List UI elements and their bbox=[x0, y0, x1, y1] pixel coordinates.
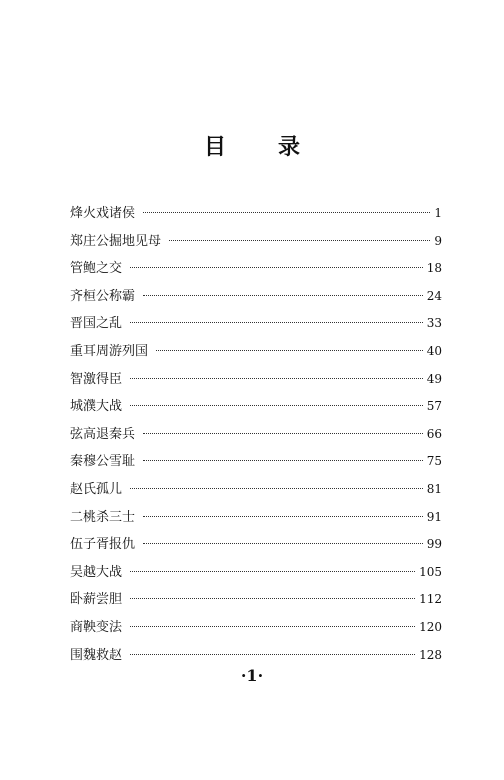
dot-leader bbox=[130, 267, 423, 268]
toc-entry-page: 24 bbox=[426, 288, 442, 303]
toc-entry-title: 城濮大战 bbox=[70, 399, 123, 415]
toc-entry-page: 57 bbox=[426, 399, 442, 414]
dot-leader bbox=[130, 598, 415, 599]
dot-leader bbox=[143, 460, 423, 461]
toc-entry-title: 弦高退秦兵 bbox=[70, 426, 136, 442]
toc-entry-page: 66 bbox=[426, 426, 442, 441]
toc-entry bbox=[70, 285, 442, 313]
dot-leader bbox=[130, 488, 423, 489]
toc-entry-page: 1 bbox=[434, 206, 442, 220]
page-title bbox=[0, 130, 504, 161]
table-of-contents bbox=[70, 202, 442, 671]
toc-entry-title: 二桃杀三士 bbox=[70, 509, 136, 525]
title-char-2: 录 bbox=[278, 135, 301, 160]
toc-entry bbox=[70, 395, 442, 423]
dot-leader bbox=[156, 350, 423, 351]
toc-entry bbox=[70, 340, 442, 368]
toc-entry-title: 赵氏孤儿 bbox=[70, 481, 123, 497]
toc-entry bbox=[70, 533, 442, 561]
toc-entry bbox=[70, 506, 442, 534]
toc-entry bbox=[70, 423, 442, 451]
dot-leader bbox=[130, 405, 423, 406]
dot-leader bbox=[130, 571, 415, 572]
toc-entry bbox=[70, 450, 442, 478]
toc-entry-title: 卧薪尝胆 bbox=[70, 592, 123, 608]
toc-entry-title: 齐桓公称霸 bbox=[70, 288, 136, 304]
toc-entry bbox=[70, 312, 442, 340]
toc-entry-title: 吴越大战 bbox=[70, 564, 123, 580]
toc-entry-title: 围魏救赵 bbox=[70, 647, 123, 663]
toc-entry-page: 33 bbox=[426, 316, 442, 331]
toc-entry-page: 99 bbox=[426, 537, 442, 552]
toc-entry-page: 75 bbox=[426, 454, 442, 469]
dot-leader bbox=[143, 433, 423, 434]
toc-entry-page: 91 bbox=[426, 509, 442, 524]
dot-leader bbox=[143, 212, 430, 213]
toc-entry-title: 秦穆公雪耻 bbox=[70, 454, 136, 470]
toc-entry bbox=[70, 561, 442, 589]
title-char-1: 目 bbox=[203, 135, 226, 160]
dot-leader bbox=[143, 516, 423, 517]
dot-leader bbox=[143, 543, 423, 544]
toc-entry-page: 112 bbox=[419, 592, 442, 607]
toc-entry-page: 40 bbox=[426, 343, 442, 358]
toc-entry-title: 管鲍之交 bbox=[70, 261, 123, 277]
dot-leader bbox=[169, 240, 430, 241]
toc-entry-page: 120 bbox=[419, 619, 442, 634]
toc-entry-page: 9 bbox=[434, 233, 442, 248]
toc-entry-title: 伍子胥报仇 bbox=[70, 537, 136, 553]
toc-entry-title: 晋国之乱 bbox=[70, 316, 123, 332]
page-number: ·1· bbox=[240, 666, 264, 685]
toc-entry bbox=[70, 616, 442, 644]
toc-entry bbox=[70, 230, 442, 258]
toc-entry-title: 重耳周游列国 bbox=[70, 343, 149, 359]
toc-entry-title: 烽火戏诸侯 bbox=[70, 206, 136, 221]
dot-leader bbox=[130, 378, 423, 379]
dot-leader bbox=[130, 626, 415, 627]
toc-entry-page: 105 bbox=[419, 564, 442, 579]
dot-leader bbox=[130, 654, 415, 655]
toc-entry bbox=[70, 588, 442, 616]
toc-entry-page: 81 bbox=[426, 481, 442, 496]
toc-entry bbox=[70, 202, 442, 230]
toc-entry-page: 128 bbox=[419, 647, 442, 662]
toc-entry-page: 18 bbox=[426, 261, 442, 276]
dot-leader bbox=[130, 322, 423, 323]
toc-entry-title: 商鞅变法 bbox=[70, 619, 123, 635]
toc-entry bbox=[70, 257, 442, 285]
toc-entry bbox=[70, 368, 442, 396]
toc-entry-title: 郑庄公掘地见母 bbox=[70, 233, 162, 249]
toc-entry-page: 49 bbox=[426, 371, 442, 386]
dot-leader bbox=[143, 295, 423, 296]
toc-entry bbox=[70, 478, 442, 506]
toc-entry-title: 智激得臣 bbox=[70, 371, 123, 387]
